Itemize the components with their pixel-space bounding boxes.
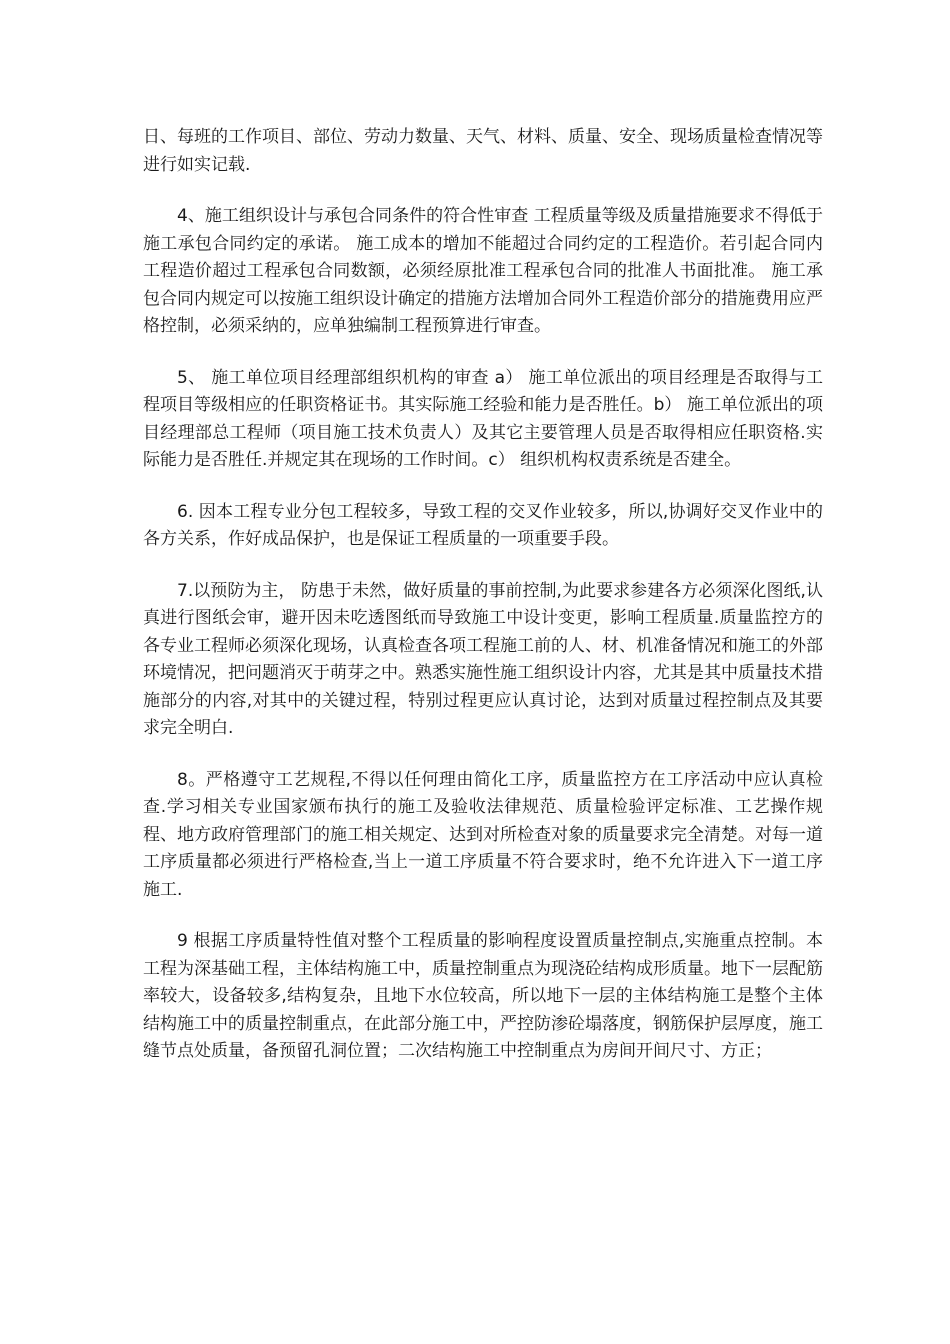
text-line: 成形质量。地下一层配筋率较大，设备较多,结构复杂，且地下水位较高，所以 (143, 958, 823, 1006)
paragraph-7-prevention (143, 578, 823, 743)
text-line: 地下一层的主体结构施工是整个主体结构施工中的质量控制重点，在此部分施 (143, 986, 824, 1034)
text-line: 9 根据工序质量特性值对整个工程质量的影响程度设置质量控制点,实施重 (177, 931, 737, 951)
text-line: 量不符合要求时，绝不允许进入下一道工序施工. (143, 852, 824, 900)
text-line: 求不得低于施工承包合同约定的承诺。 施工成本的增加不能超过合同约定的工 (143, 206, 824, 254)
text-line: 管理人员是否取得相应任职资格.实际能力是否胜任.并规定其在现场的工作时间。 (143, 422, 824, 470)
paragraph-9-control-points (143, 928, 823, 1066)
text-line: 工程质量.质量监控方的各专业工程师必须深化现场，认真检查各项工程施工前 (143, 608, 824, 656)
text-line: 点控制。本工程为深基础工程，主体结构施工中，质量控制重点为现浇砼结构 (143, 931, 824, 979)
text-line: 应认真检查.学习相关专业国家颁布执行的施工及验收法律规范、质量检验评定 (143, 769, 824, 817)
text-line: 6. 因本工程专业分包工程较多，导致工程的交叉作业较多，所以,协调好交 (177, 501, 738, 522)
text-line: c） 组织机构权责系统是否建全。 (488, 450, 742, 470)
text-line: 4、施工组织设计与承包合同条件的符合性审查 工程质量等级及质量措施要 (177, 206, 738, 226)
text-line: 叉作业中的各方关系，作好成品保护，也是保证工程质量的一项重要手段。 (143, 501, 824, 549)
text-line: 量检查情况等进行如实记载. (143, 127, 823, 175)
text-line: 的质量要求完全清楚。对每一道工序质量都必须进行严格检查,当上一道工序质 (143, 824, 823, 872)
text-line: 施方法增加合同外工程造价部分的措施费用应严格控制，必须采纳的，应单独 (143, 288, 823, 336)
text-line: 7.以预防为主， 防患于未然，做好质量的事前控制,为此要求参建各方必须 (177, 580, 733, 601)
text-line: 工中，严控防渗砼塌落度，钢筋保护层厚度，施工缝节点处质量，备预留孔洞 (143, 1013, 823, 1061)
document-body (143, 124, 823, 1090)
paragraph-4-contract-review (143, 203, 823, 341)
text-line: 包合同的批准人书面批准。 施工承包合同内规定可以按施工组织设计确定的措 (143, 261, 824, 309)
text-line: 实施性施工组织设计内容，尤其是其中质量技术措施部分的内容,对其中的关键 (143, 663, 823, 711)
text-line: 位置；二次结构施工中控制重点为房间开间尺寸、方正； (347, 1041, 772, 1061)
paragraph-6-coordination (143, 499, 823, 554)
text-line: 的人、材、机准备情况和施工的外部环境情况，把问题消灭于萌芽之中。熟悉 (143, 635, 823, 683)
text-line: 编制工程预算进行审查。 (364, 316, 551, 336)
paragraph-8-process-rules (143, 767, 823, 905)
text-line: b） 施工单位派出的项目经理部总工程师（项目施工技术负责人）及其它主要 (143, 395, 824, 443)
text-line: 程造价。若引起合同内工程造价超过工程承包合同数额，必须经原批准工程承 (143, 233, 824, 281)
text-line: 日、每班的工作项目、部位、劳动力数量、天气、材料、质量、安全、现场质 (143, 127, 721, 147)
text-line: 5、 施工单位项目经理部组织机构的审查 a） 施工单位派出的项目经理是否 (177, 367, 754, 388)
text-line: 标准、工艺操作规程、地方政府管理部门的施工相关规定、达到对所检查对象 (143, 797, 824, 845)
text-line: 过程，特别过程更应认真讨论，达到对质量过程控制点及其要求完全明白. (143, 690, 824, 738)
text-line: 深化图纸,认真进行图纸会审，避开因未吃透图纸而导致施工中设计变更，影响 (143, 580, 823, 628)
text-line: 8。严格遵守工艺规程,不得以任何理由简化工序，质量监控方在工序活动中 (177, 769, 754, 790)
paragraph-continuation (143, 124, 823, 179)
paragraph-5-organization-review (143, 365, 823, 475)
text-line: 取得与工程项目等级相应的任职资格证书。其实际施工经验和能力是否胜任。 (143, 367, 823, 415)
